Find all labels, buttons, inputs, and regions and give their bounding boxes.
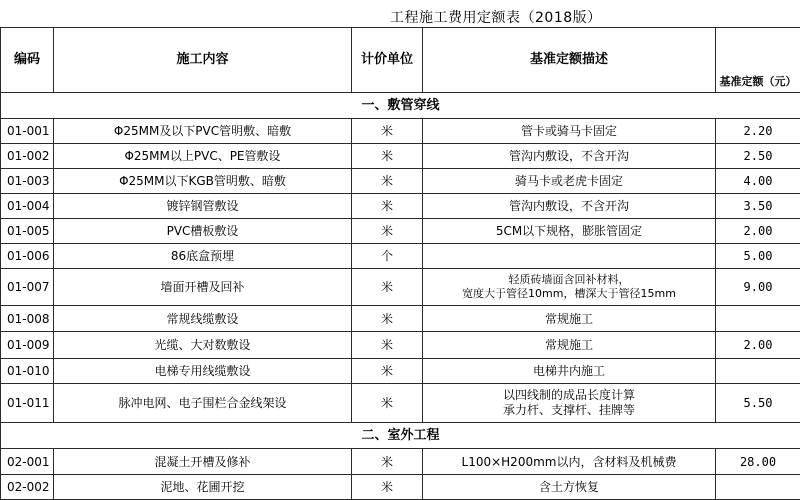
cell-price[interactable]: 2.50 bbox=[716, 144, 800, 169]
table-row bbox=[1, 332, 800, 359]
cell-price[interactable] bbox=[716, 359, 800, 384]
table-row bbox=[1, 449, 800, 475]
cell-unit[interactable]: 米 bbox=[352, 119, 423, 144]
table-row bbox=[1, 306, 800, 332]
section-row bbox=[1, 93, 800, 119]
table-row bbox=[1, 475, 800, 500]
cell-unit[interactable]: 米 bbox=[352, 306, 423, 332]
cell-code[interactable]: 01-010 bbox=[1, 359, 54, 384]
cell-content[interactable]: Φ25MM以上PVC、PE管敷设 bbox=[54, 144, 352, 169]
cell-description[interactable]: 常规施工 bbox=[423, 332, 716, 359]
cell-content[interactable]: 镀锌钢管敷设 bbox=[54, 194, 352, 219]
cell-price[interactable]: 9.00 bbox=[716, 269, 800, 306]
cell-unit[interactable]: 米 bbox=[352, 169, 423, 194]
cell-price[interactable]: 2.20 bbox=[716, 119, 800, 144]
cell-unit[interactable]: 米 bbox=[352, 219, 423, 244]
cell-content[interactable]: 光缆、大对数敷设 bbox=[54, 332, 352, 359]
description-line: 以四线制的成品长度计算 bbox=[425, 388, 713, 403]
header-unit[interactable]: 计价单位 bbox=[352, 28, 423, 93]
cell-code[interactable]: 01-007 bbox=[1, 269, 54, 306]
cell-price[interactable] bbox=[716, 306, 800, 332]
cell-content[interactable]: 常规线缆敷设 bbox=[54, 306, 352, 332]
header-row bbox=[1, 28, 800, 93]
cell-content[interactable]: 混凝土开槽及修补 bbox=[54, 449, 352, 475]
cell-unit[interactable]: 米 bbox=[352, 332, 423, 359]
description-line: 宽度大于管径10mm，槽深大于管径15mm bbox=[425, 287, 713, 301]
header-description[interactable]: 基准定额描述 bbox=[423, 28, 716, 93]
cell-price[interactable]: 2.00 bbox=[716, 332, 800, 359]
header-code[interactable]: 编码 bbox=[1, 28, 54, 93]
table-row bbox=[1, 169, 800, 194]
cell-description[interactable]: 常规施工 bbox=[423, 306, 716, 332]
table-row bbox=[1, 144, 800, 169]
cell-description[interactable]: 骑马卡或老虎卡固定 bbox=[423, 169, 716, 194]
cell-description[interactable]: 管卡或骑马卡固定 bbox=[423, 119, 716, 144]
cell-unit[interactable]: 米 bbox=[352, 194, 423, 219]
table-row bbox=[1, 119, 800, 144]
cell-price[interactable]: 5.50 bbox=[716, 384, 800, 423]
cell-unit[interactable]: 米 bbox=[352, 144, 423, 169]
cell-code[interactable]: 01-001 bbox=[1, 119, 54, 144]
cell-description[interactable]: 管沟内敷设，不含开沟 bbox=[423, 194, 716, 219]
cell-description[interactable]: L100×H200mm以内，含材料及机械费 bbox=[423, 449, 716, 475]
cell-price[interactable]: 28.00 bbox=[716, 449, 800, 475]
section-row bbox=[1, 423, 800, 449]
cell-description[interactable]: 电梯井内施工 bbox=[423, 359, 716, 384]
cell-unit[interactable]: 米 bbox=[352, 449, 423, 475]
cell-unit[interactable]: 米 bbox=[352, 475, 423, 500]
cell-price[interactable]: 4.00 bbox=[716, 169, 800, 194]
cell-price[interactable]: 3.50 bbox=[716, 194, 800, 219]
cell-description[interactable] bbox=[423, 384, 716, 423]
cell-content[interactable]: 86底盒预埋 bbox=[54, 244, 352, 269]
cell-code[interactable]: 01-005 bbox=[1, 219, 54, 244]
title-row bbox=[0, 0, 800, 27]
cell-unit[interactable]: 米 bbox=[352, 359, 423, 384]
cell-code[interactable]: 01-002 bbox=[1, 144, 54, 169]
cell-content[interactable]: PVC槽板敷设 bbox=[54, 219, 352, 244]
cell-description[interactable]: 含土方恢复 bbox=[423, 475, 716, 500]
table-row bbox=[1, 269, 800, 306]
cell-code[interactable]: 01-006 bbox=[1, 244, 54, 269]
cell-code[interactable]: 01-003 bbox=[1, 169, 54, 194]
cell-description[interactable] bbox=[423, 244, 716, 269]
cell-code[interactable]: 01-008 bbox=[1, 306, 54, 332]
cell-unit[interactable]: 个 bbox=[352, 244, 423, 269]
cell-code[interactable]: 01-009 bbox=[1, 332, 54, 359]
cell-code[interactable]: 02-001 bbox=[1, 449, 54, 475]
sheet-title: 工程施工费用定额表（2018版） bbox=[390, 7, 602, 27]
cell-description[interactable]: 5CM以下规格，膨胀管固定 bbox=[423, 219, 716, 244]
table-row bbox=[1, 384, 800, 423]
section-label[interactable]: 一、敷管穿线 bbox=[1, 93, 800, 119]
cell-content[interactable]: Φ25MM及以下PVC管明敷、暗敷 bbox=[54, 119, 352, 144]
cell-content[interactable]: 墙面开槽及回补 bbox=[54, 269, 352, 306]
cell-price[interactable] bbox=[716, 475, 800, 500]
description-line: 轻质砖墙面含回补材料， bbox=[425, 273, 713, 287]
cell-price[interactable]: 5.00 bbox=[716, 244, 800, 269]
cell-code[interactable]: 01-004 bbox=[1, 194, 54, 219]
header-price[interactable]: 基准定额（元） bbox=[716, 28, 800, 93]
cell-price[interactable]: 2.00 bbox=[716, 219, 800, 244]
fee-table bbox=[0, 27, 800, 500]
section-label[interactable]: 二、室外工程 bbox=[1, 423, 800, 449]
cell-content[interactable]: 脉冲电网、电子围栏合金线架设 bbox=[54, 384, 352, 423]
cell-content[interactable]: 电梯专用线缆敷设 bbox=[54, 359, 352, 384]
table-row bbox=[1, 359, 800, 384]
cell-code[interactable]: 02-002 bbox=[1, 475, 54, 500]
cell-unit[interactable]: 米 bbox=[352, 384, 423, 423]
table-row bbox=[1, 219, 800, 244]
header-content[interactable]: 施工内容 bbox=[54, 28, 352, 93]
cell-unit[interactable]: 米 bbox=[352, 269, 423, 306]
table-row bbox=[1, 194, 800, 219]
cell-content[interactable]: Φ25MM以下KGB管明敷、暗敷 bbox=[54, 169, 352, 194]
cell-description[interactable] bbox=[423, 269, 716, 306]
cell-content[interactable]: 泥地、花圃开挖 bbox=[54, 475, 352, 500]
table-row bbox=[1, 244, 800, 269]
cell-description[interactable]: 管沟内敷设，不含开沟 bbox=[423, 144, 716, 169]
cell-code[interactable]: 01-011 bbox=[1, 384, 54, 423]
description-line: 承力杆、支撑杆、挂牌等 bbox=[425, 403, 713, 418]
